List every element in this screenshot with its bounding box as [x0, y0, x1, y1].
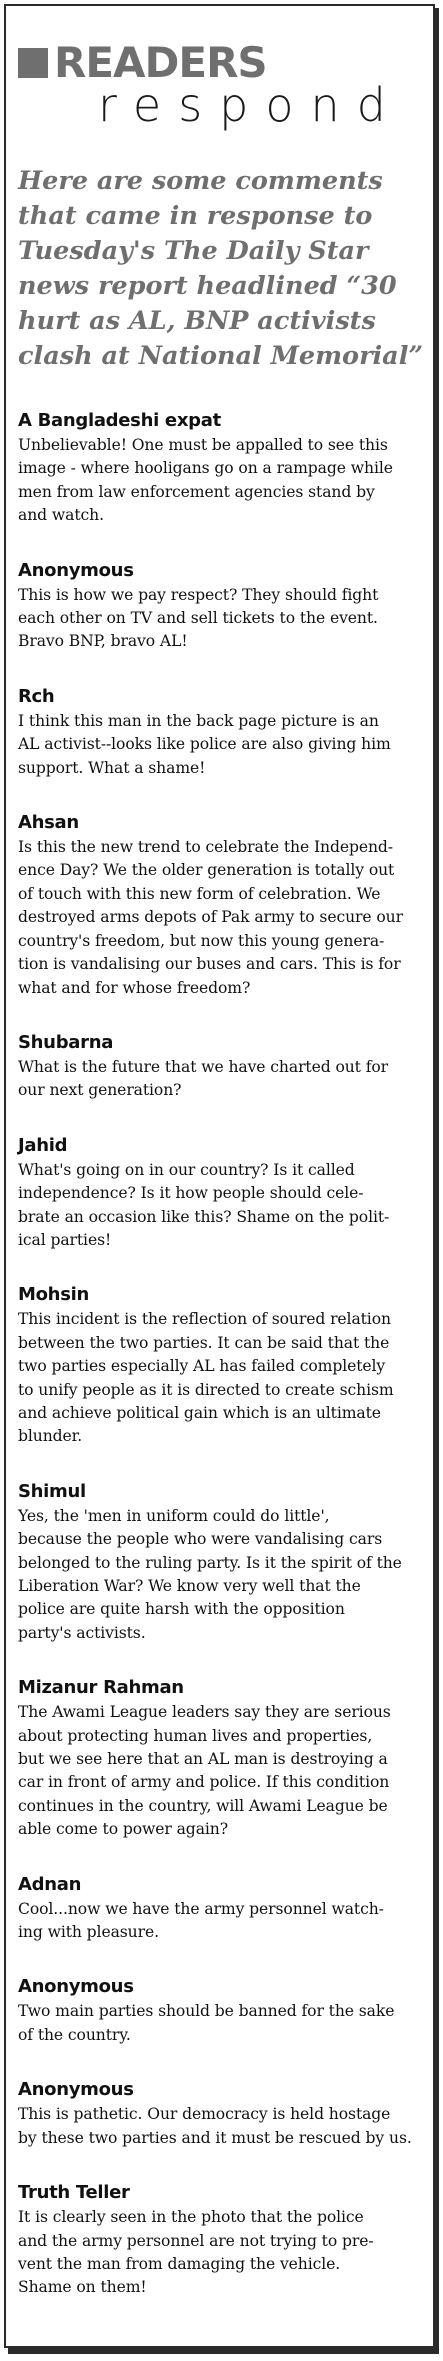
- comment-item: [18, 1479, 426, 1645]
- comment-text: What's going on in our country? Is it called independence? Is it how people should cele- brate an occasion like this? Shame on the polit- ical parties!: [18, 1160, 390, 1249]
- comment-item: [18, 408, 426, 528]
- comment-item: [18, 1133, 426, 1253]
- comment-text: The Awami League leaders say they are serious about protecting human lives and properties, but we see here that an AL man is destroying a car in front of army and police. If this condition continues in the country, will Awami League be able come to power again?: [18, 1703, 391, 1839]
- comment-text: This incident is the reflection of soured relation between the two parties. It can be said that the two parties especially AL has failed completely to unify people as it is directed to create schism and achieve political gain which is an ultimate blunder.: [18, 1310, 394, 1446]
- frame-shadow-bottom: [8, 2348, 437, 2354]
- comment-text: Two main parties should be banned for the sake of the country.: [18, 2002, 395, 2044]
- comment-text: I think this man in the back page picture is an AL activist--looks like police are also giving him support. What a shame!: [18, 711, 391, 777]
- comment-text: Yes, the 'men in uniform could do little', because the people who were vandalising cars belonged to the ruling party. Is it the spirit of the Liberation War? We know very well that the police are quite harsh with the opposition party's activists.: [18, 1506, 402, 1642]
- comment-author: Rch: [18, 685, 55, 707]
- comment-item: [18, 810, 426, 1000]
- frame-shadow-right: [435, 8, 439, 2354]
- comment-text: Unbelievable! One must be appalled to see this image - where hooligans go on a rampage while men from law enforcement agencies stand by and watch.: [18, 436, 393, 525]
- comment-text: Is this the new trend to celebrate the Independ- ence Day? We the older generation is totally out of touch with this new form of celebration. We destroyed arms depots of Pak army to secure our country's freedom, but now this young genera- tion is vandalising our buses and cars. This is for what and for whose freedom?: [18, 838, 403, 997]
- comment-item: [18, 558, 426, 654]
- comments-list: [18, 408, 426, 2330]
- comment-author: Mohsin: [18, 1284, 89, 1306]
- comment-author: Anonymous: [18, 2079, 134, 2101]
- comment-text: Cool...now we have the army personnel watch- ing with pleasure.: [18, 1899, 384, 1942]
- comment-text: This is pathetic. Our democracy is held hostage by these two parties and it must be rescued by us.: [18, 2105, 412, 2147]
- comment-text: This is how we pay respect? They should fight each other on TV and sell tickets to the event. Bravo BNP, bravo AL!: [18, 585, 379, 651]
- section-header: [18, 40, 428, 130]
- comment-author: Anonymous: [18, 559, 134, 581]
- comment-author: A Bangladeshi expat: [18, 410, 221, 431]
- comment-item: [18, 2180, 426, 2300]
- comment-item: [18, 684, 426, 780]
- intro-text: Here are some comments that came in response to Tuesday's The Daily Star news report headlined “30 hurt as AL, BNP activists clash at National Memorial”: [18, 166, 424, 371]
- comment-author: Shimul: [18, 1480, 86, 1502]
- comment-item: [18, 2077, 426, 2150]
- comment-author: Ahsan: [18, 812, 79, 834]
- comment-text: It is clearly seen in the photo that the police and the army personnel are not trying to pre- vent the man from damaging the vehicle. Shame on them!: [18, 2208, 374, 2297]
- comment-text: What is the future that we have charted out for our next generation?: [18, 1057, 389, 1100]
- header-title-respond: respond: [98, 78, 403, 132]
- comment-author: Anonymous: [18, 1976, 134, 1998]
- header-title-readers: READERS: [54, 38, 267, 87]
- comment-item: [18, 1030, 426, 1103]
- comment-item: [18, 1974, 426, 2047]
- comment-author: Truth Teller: [18, 2182, 130, 2204]
- comment-item: [18, 1872, 426, 1945]
- comment-author: Shubarna: [18, 1031, 114, 1053]
- comment-author: Mizanur Rahman: [18, 1677, 184, 1699]
- comment-item: [18, 1282, 426, 1448]
- comment-author: Adnan: [18, 1873, 82, 1895]
- comment-author: Jahid: [18, 1134, 68, 1156]
- header-square-icon: [18, 48, 48, 78]
- comment-item: [18, 1675, 426, 1841]
